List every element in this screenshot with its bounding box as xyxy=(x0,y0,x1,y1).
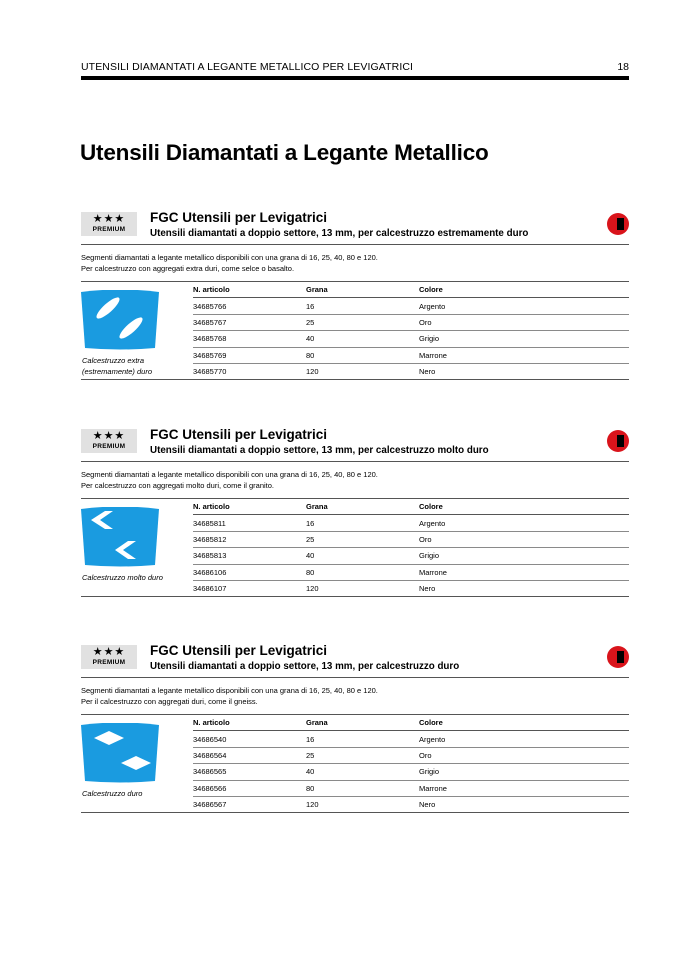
section-subtitle: Utensili diamantati a doppio settore, 13 mm, per calcestruzzo duro xyxy=(150,661,460,672)
table-cell: 34685770 xyxy=(193,363,306,379)
column-header: N. articolo xyxy=(193,715,306,731)
table-cell: 34685769 xyxy=(193,347,306,363)
table-cell: 34686564 xyxy=(193,747,306,763)
table-row xyxy=(193,363,629,379)
tool-body xyxy=(81,290,159,350)
table-cell: Oro xyxy=(419,531,629,547)
table-cell: 34685767 xyxy=(193,314,306,330)
tool-body xyxy=(81,507,159,567)
table-header-row xyxy=(193,715,629,731)
table-cell: 120 xyxy=(306,796,419,812)
table-cell: Oro xyxy=(419,314,629,330)
grinding-tool-image xyxy=(81,723,159,783)
table-cell: Marrone xyxy=(419,564,629,580)
column-header: N. articolo xyxy=(193,282,306,298)
brand-logo-icon xyxy=(607,646,629,668)
table-row xyxy=(193,731,629,747)
table-cell: Marrone xyxy=(419,347,629,363)
table-row xyxy=(193,531,629,547)
section-title: FGC Utensili per Levigatrici xyxy=(150,643,328,658)
table-cell: 34686540 xyxy=(193,731,306,747)
table-bottom-rule xyxy=(81,379,629,380)
column-header: N. articolo xyxy=(193,499,306,515)
rating-stars-icon: ★★★ xyxy=(92,430,126,442)
section-description xyxy=(81,470,378,491)
table-cell: 34686567 xyxy=(193,796,306,812)
table-cell: 34686565 xyxy=(193,764,306,780)
description-line: Per il calcestruzzo con aggregati duri, come il gneiss. xyxy=(81,696,258,706)
table-cell: 34685813 xyxy=(193,548,306,564)
column-header: Colore xyxy=(419,282,629,298)
spec-table xyxy=(193,282,629,380)
table-cell: Marrone xyxy=(419,780,629,796)
image-caption: Calcestruzzo duro xyxy=(82,789,143,798)
table-cell: Nero xyxy=(419,580,629,596)
product-section xyxy=(81,210,629,410)
table-row xyxy=(193,780,629,796)
table-cell: 16 xyxy=(306,298,419,314)
section-description xyxy=(81,686,378,707)
premium-badge xyxy=(81,645,137,669)
table-row xyxy=(193,515,629,531)
page-title: Utensili Diamantati a Legante Metallico xyxy=(80,140,489,165)
rating-stars-icon: ★★★ xyxy=(92,646,126,658)
table-cell: 40 xyxy=(306,331,419,347)
table-cell: 25 xyxy=(306,747,419,763)
table-cell: Grigio xyxy=(419,331,629,347)
page-header xyxy=(81,61,629,81)
table-cell: 34685811 xyxy=(193,515,306,531)
table-cell: 34685812 xyxy=(193,531,306,547)
product-section xyxy=(81,427,629,627)
table-row xyxy=(193,764,629,780)
column-header: Grana xyxy=(306,282,419,298)
table-cell: Oro xyxy=(419,747,629,763)
column-header: Colore xyxy=(419,499,629,515)
table-cell: Argento xyxy=(419,731,629,747)
table-cell: 80 xyxy=(306,347,419,363)
description-line: Per calcestruzzo con aggregati extra duri, come selce o basalto. xyxy=(81,263,295,273)
table-cell: 80 xyxy=(306,780,419,796)
image-caption: Calcestruzzo extra (estremamente) duro xyxy=(82,356,153,376)
spec-table xyxy=(193,499,629,597)
brand-logo-icon xyxy=(607,213,629,235)
premium-badge xyxy=(81,429,137,453)
table-row xyxy=(193,580,629,596)
table-cell: 34686106 xyxy=(193,564,306,580)
description-line: Segmenti diamantati a legante metallico disponibili con una grana di 16, 25, 40, 80 e 120. xyxy=(81,686,378,695)
table-cell: 120 xyxy=(306,363,419,379)
table-cell: 16 xyxy=(306,731,419,747)
description-line: Per calcestruzzo con aggregati molto duri, come il granito. xyxy=(81,480,275,490)
column-header: Colore xyxy=(419,715,629,731)
table-header-row xyxy=(193,499,629,515)
table-cell: Argento xyxy=(419,298,629,314)
column-header: Grana xyxy=(306,499,419,515)
section-subtitle: Utensili diamantati a doppio settore, 13 mm, per calcestruzzo molto duro xyxy=(150,445,489,456)
section-title: FGC Utensili per Levigatrici xyxy=(150,427,328,442)
badge-label: PREMIUM xyxy=(92,659,126,666)
header-rule xyxy=(81,76,629,80)
table-cell: Grigio xyxy=(419,764,629,780)
table-row xyxy=(193,314,629,330)
section-divider xyxy=(81,677,629,678)
spec-table xyxy=(193,715,629,813)
rating-stars-icon: ★★★ xyxy=(92,213,126,225)
table-row xyxy=(193,747,629,763)
table-bottom-rule xyxy=(81,812,629,813)
premium-badge xyxy=(81,212,137,236)
table-row xyxy=(193,796,629,812)
badge-label: PREMIUM xyxy=(92,226,126,233)
table-header-row xyxy=(193,282,629,298)
table-cell: 40 xyxy=(306,764,419,780)
table-cell: 120 xyxy=(306,580,419,596)
grinding-tool-image xyxy=(81,290,159,350)
table-row xyxy=(193,564,629,580)
brand-logo-icon xyxy=(607,430,629,452)
section-title: FGC Utensili per Levigatrici xyxy=(150,210,328,225)
table-cell: 25 xyxy=(306,531,419,547)
table-cell: 34685766 xyxy=(193,298,306,314)
table-row xyxy=(193,298,629,314)
table-row xyxy=(193,347,629,363)
table-cell: 25 xyxy=(306,314,419,330)
table-cell: Argento xyxy=(419,515,629,531)
table-cell: 40 xyxy=(306,548,419,564)
table-cell: 34685768 xyxy=(193,331,306,347)
column-header: Grana xyxy=(306,715,419,731)
product-section xyxy=(81,643,629,843)
section-divider xyxy=(81,461,629,462)
image-caption: Calcestruzzo molto duro xyxy=(82,573,163,582)
grinding-tool-image xyxy=(81,507,159,567)
header-title: UTENSILI DIAMANTATI A LEGANTE METALLICO PER LEVIGATRICI xyxy=(81,61,414,73)
table-row xyxy=(193,548,629,564)
page-number: 18 xyxy=(617,61,629,73)
tool-body xyxy=(81,723,159,783)
description-line: Segmenti diamantati a legante metallico disponibili con una grana di 16, 25, 40, 80 e 120. xyxy=(81,253,378,262)
section-description xyxy=(81,253,378,274)
table-cell: 80 xyxy=(306,564,419,580)
table-row xyxy=(193,331,629,347)
table-cell: Nero xyxy=(419,363,629,379)
table-cell: 34686107 xyxy=(193,580,306,596)
table-cell: 16 xyxy=(306,515,419,531)
table-cell: 34686566 xyxy=(193,780,306,796)
description-line: Segmenti diamantati a legante metallico disponibili con una grana di 16, 25, 40, 80 e 120. xyxy=(81,470,378,479)
table-cell: Nero xyxy=(419,796,629,812)
table-bottom-rule xyxy=(81,596,629,597)
table-cell: Grigio xyxy=(419,548,629,564)
section-divider xyxy=(81,244,629,245)
badge-label: PREMIUM xyxy=(92,443,126,450)
section-subtitle: Utensili diamantati a doppio settore, 13 mm, per calcestruzzo estremamente duro xyxy=(150,228,529,239)
